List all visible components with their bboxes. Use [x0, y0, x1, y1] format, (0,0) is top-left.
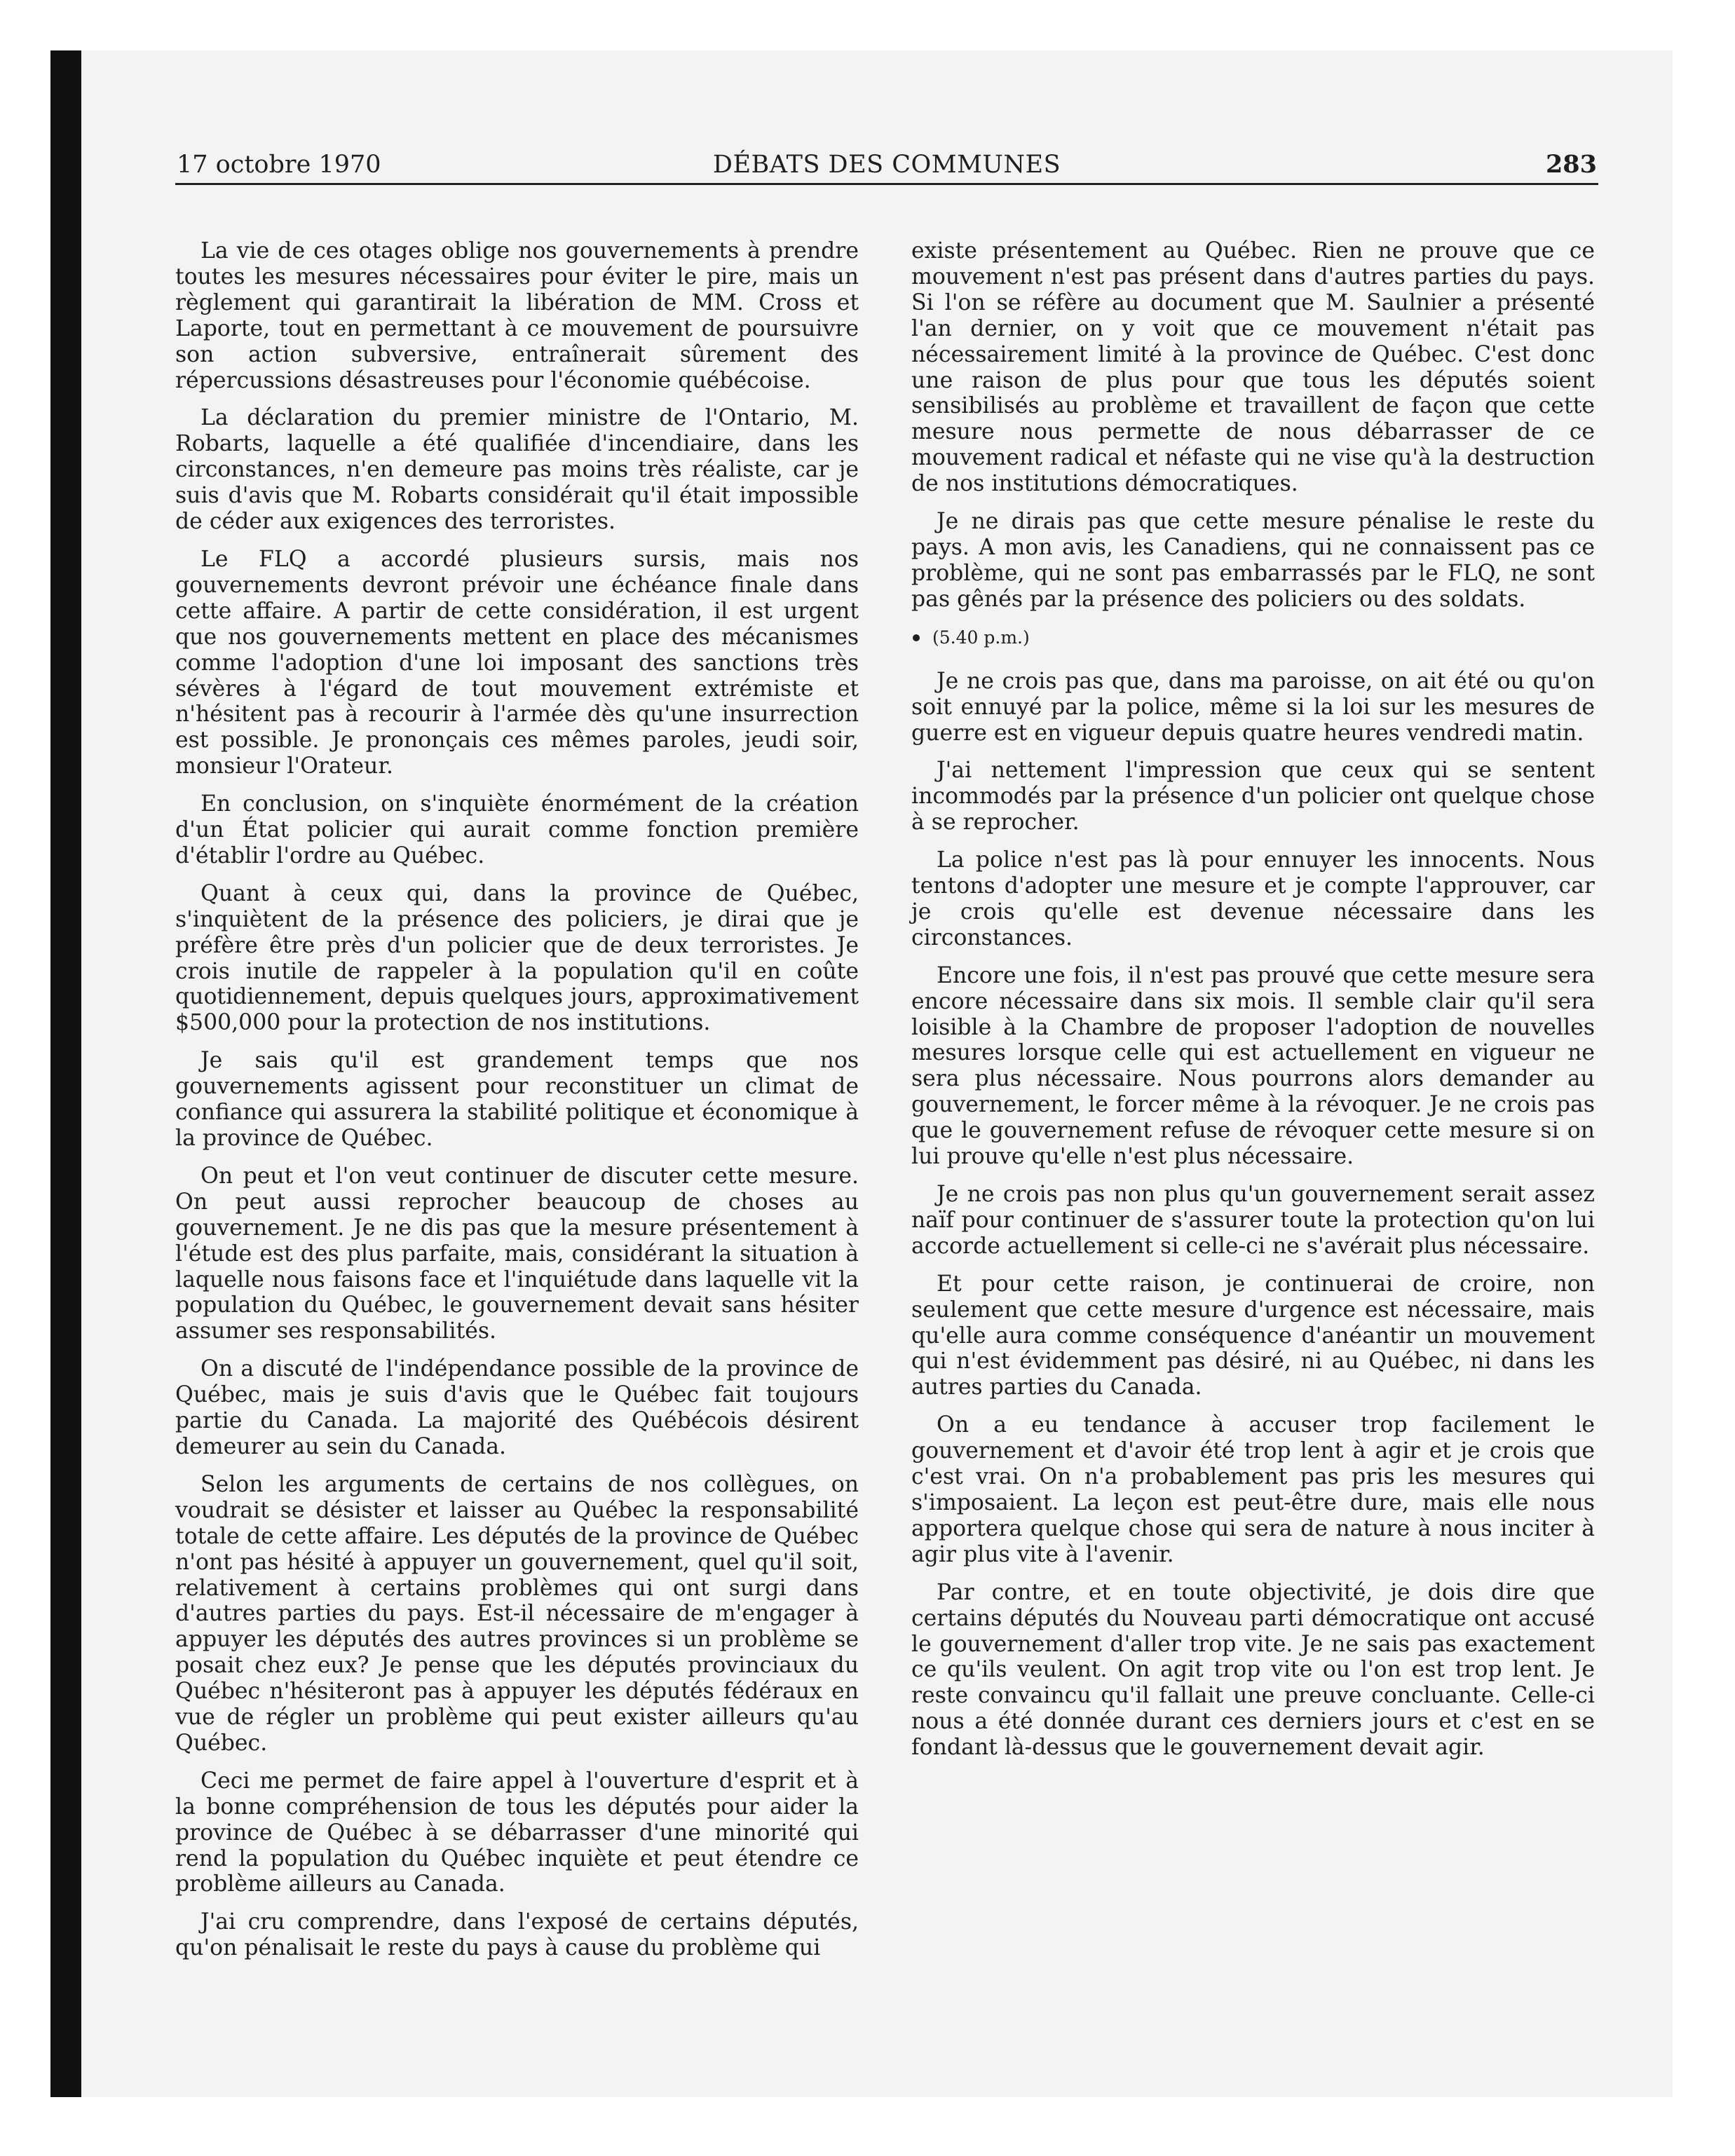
time-marker: [911, 625, 1595, 650]
header-title: DÉBATS DES COMMUNES: [712, 151, 1061, 179]
paragraph: Ceci me permet de faire appel à l'ouverture d'esprit et à la bonne compréhension de tous les députés pour aider la province de Québec à se débarrasser d'une minorité qui rend la population du Québec inquiète et peut étendre ce problème ailleurs au Canada.: [175, 1768, 859, 1897]
left-column: [175, 238, 859, 1973]
paragraph: On a discuté de l'indépendance possible de la province de Québec, mais je suis d'avis que le Québec fait toujours partie du Canada. La majorité des Québécois désirent demeurer au sein du Canada.: [175, 1356, 859, 1459]
paragraph: Par contre, et en toute objectivité, je dois dire que certains députés du Nouveau parti démocratique ont accusé le gouvernement d'aller trop vite. Je ne sais pas exactement ce qu'ils veulent. On agit trop vite ou l'on est trop lent. Je reste convaincu qu'il fallait une preuve concluante. Celle-ci nous a été donnée durant ces derniers jours et c'est en se fondant là-dessus que le gouvernement devait agir.: [911, 1579, 1595, 1761]
paragraph: La vie de ces otages oblige nos gouvernements à prendre toutes les mesures nécessaires pour éviter le pire, mais un règlement qui garantirait la libération de MM. Cross et Laporte, tout en permettant à ce mouvement de poursuivre son action subversive, entraînerait sûrement des répercussions désastreuses pour l'économie québécoise.: [175, 238, 859, 393]
paragraph: Et pour cette raison, je continuerai de croire, non seulement que cette mesure d'urgence est nécessaire, mais qu'elle aura comme conséquence d'anéantir un mouvement qui n'est évidemment pas désiré, ni au Québec, ni dans les autres parties du Canada.: [911, 1271, 1595, 1400]
paragraph: Je ne dirais pas que cette mesure pénalise le reste du pays. A mon avis, les Canadiens, qui ne connaissent pas ce problème, qui ne sont pas embarrassés par le FLQ, ne sont pas gênés par la présence des policiers ou des soldats.: [911, 509, 1595, 612]
right-column: [911, 238, 1595, 1773]
paragraph: La police n'est pas là pour ennuyer les innocents. Nous tentons d'adopter une mesure et je compte l'approuver, car je crois qu'elle est devenue nécessaire dans les circonstances.: [911, 847, 1595, 950]
scan-border: [50, 50, 81, 2097]
paragraph: J'ai nettement l'impression que ceux qui se sentent incommodés par la présence d'un policier ont quelque chose à se reprocher.: [911, 758, 1595, 835]
paragraph: On a eu tendance à accuser trop facilement le gouvernement et d'avoir été trop lent à agir et je crois que c'est vrai. On n'a probablement pas pris les mesures qui s'imposaient. La leçon est peut-être dure, mais elle nous apportera quelque chose qui sera de nature à nous inciter à agir plus vite à l'avenir.: [911, 1412, 1595, 1567]
page-number: 283: [1545, 150, 1597, 179]
paragraph: On peut et l'on veut continuer de discuter cette mesure. On peut aussi reprocher beaucoup de choses au gouvernement. Je ne dis pas que la mesure présentement à l'étude est des plus parfaite, mais, considérant la situation à laquelle nous faisons face et l'inquiétude dans laquelle vit la population du Québec, le gouvernement devait sans hésiter assumer ses responsabilités.: [175, 1163, 859, 1344]
paragraph: Le FLQ a accordé plusieurs sursis, mais nos gouvernements devront prévoir une échéance finale dans cette affaire. A partir de cette considération, il est urgent que nos gouvernements mettent en place des mécanismes comme l'adoption d'une loi imposant des sanctions très sévères à l'égard de tout mouvement extrémiste et n'hésitent pas à recourir à l'armée dès qu'une insurrection est possible. Je prononçais ces mêmes paroles, jeudi soir, monsieur l'Orateur.: [175, 546, 859, 779]
paragraph: Je ne crois pas que, dans ma paroisse, on ait été ou qu'on soit ennuyé par la police, même si la loi sur les mesures de guerre est en vigueur depuis quatre heures vendredi matin.: [911, 668, 1595, 746]
paragraph: J'ai cru comprendre, dans l'exposé de certains députés, qu'on pénalisait le reste du pays à cause du problème qui: [175, 1909, 859, 1961]
paragraph: existe présentement au Québec. Rien ne prouve que ce mouvement n'est pas présent dans d'autres parties du pays. Si l'on se réfère au document que M. Saulnier a présenté l'an dernier, on y voit que ce mouvement n'était pas nécessairement limité à la province de Québec. C'est donc une raison de plus pour que tous les députés soient sensibilisés au problème et travaillent de façon que cette mesure nous permette de nous débarrasser de ce mouvement radical et néfaste qui ne vise qu'à la destruction de nos institutions démocratiques.: [911, 238, 1595, 497]
page-header: [175, 144, 1598, 185]
header-date: 17 octobre 1970: [177, 151, 381, 179]
bullet-icon: [913, 634, 920, 641]
paragraph: En conclusion, on s'inquiète énormément de la création d'un État policier qui aurait comme fonction première d'établir l'ordre au Québec.: [175, 791, 859, 868]
paragraph: La déclaration du premier ministre de l'Ontario, M. Robarts, laquelle a été qualifiée d'incendiaire, dans les circonstances, n'en demeure pas moins très réaliste, car je suis d'avis que M. Robarts considérait qu'il était impossible de céder aux exigences des terroristes.: [175, 405, 859, 535]
paragraph: Selon les arguments de certains de nos collègues, on voudrait se désister et laisser au Québec la responsabilité totale de cette affaire. Les députés de la province de Québec n'ont pas hésité à appuyer un gouvernement, quel qu'il soit, relativement à certains problèmes qui ont surgi dans d'autres parties du pays. Est-il nécessaire de m'engager à appuyer les députés des autres provinces si un problème se posait chez eux? Je pense que les députés provinciaux du Québec n'hésiteront pas à appuyer les députés fédéraux en vue de régler un problème qui peut exister ailleurs qu'au Québec.: [175, 1471, 859, 1756]
paragraph: Encore une fois, il n'est pas prouvé que cette mesure sera encore nécessaire dans six mois. Il semble clair qu'il sera loisible à la Chambre de proposer l'adoption de nouvelles mesures lorsque celle qui est actuellement en vigueur ne sera plus nécessaire. Nous pourrons alors demander au gouvernement, le forcer même à la révoquer. Je ne crois pas que le gouvernement refuse de révoquer cette mesure si on lui prouve qu'elle n'est plus nécessaire.: [911, 962, 1595, 1170]
paragraph: Quant à ceux qui, dans la province de Québec, s'inquiètent de la présence des policiers, je dirai que je préfère être près d'un policier que de deux terroristes. Je crois inutile de rappeler à la population qu'il en coûte quotidiennement, depuis quelques jours, approximativement $500,000 pour la protection de nos institutions.: [175, 880, 859, 1036]
time-marker-text: (5.40 p.m.): [932, 627, 1030, 648]
paragraph: Je sais qu'il est grandement temps que nos gouvernements agissent pour reconstituer un climat de confiance qui assurera la stabilité politique et économique à la province de Québec.: [175, 1048, 859, 1151]
paragraph: Je ne crois pas non plus qu'un gouvernement serait assez naïf pour continuer de s'assurer toute la protection qu'on lui accorde actuellement si celle-ci ne s'avérait plus nécessaire.: [911, 1182, 1595, 1259]
